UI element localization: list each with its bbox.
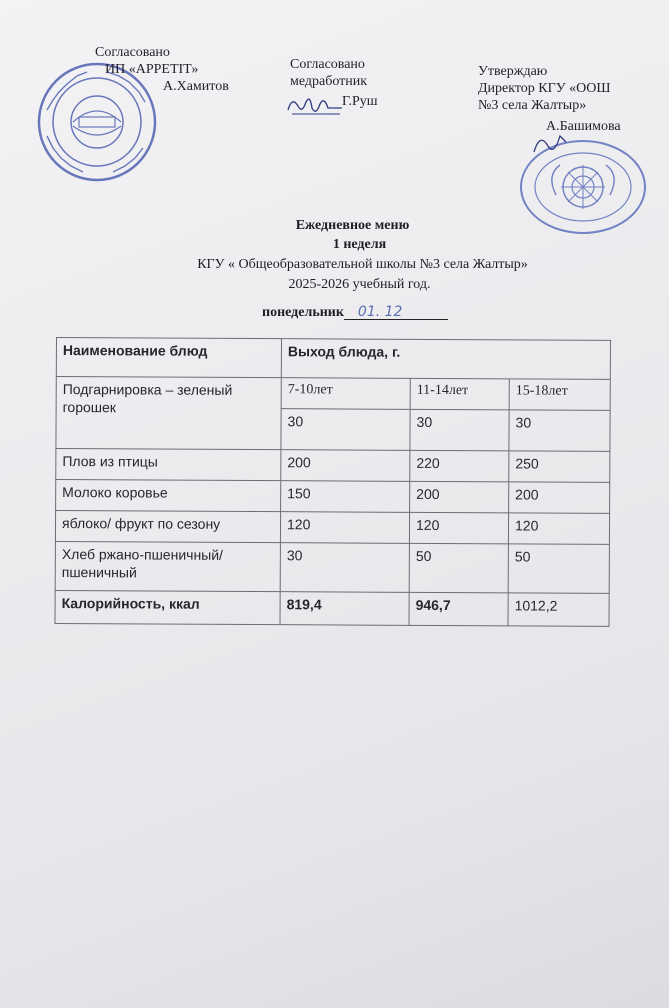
first-dish-value-1: 30 <box>281 409 410 451</box>
total-value: 946,7 <box>409 592 508 626</box>
total-value: 1012,2 <box>508 593 609 627</box>
week-title: 1 неделя <box>332 237 387 252</box>
dish-value: 120 <box>280 512 409 544</box>
dish-value: 220 <box>410 450 509 482</box>
dish-value: 200 <box>410 481 509 513</box>
table-row <box>55 541 609 593</box>
year-title: 2025-2026 учебный год. <box>288 277 431 292</box>
age-group-row <box>56 377 610 411</box>
first-dish-name: Подгарнировка – зеленый горошек <box>56 377 281 450</box>
table-header-row <box>56 338 610 380</box>
school-title: КГУ « Общеобразовательной школы №3 села Жалтыр» <box>197 257 528 272</box>
approval-right-signatory: А.Башимова <box>546 119 621 134</box>
header-output: Выход блюда, г. <box>281 339 610 380</box>
approval-middle-signatory: Г.Руш <box>342 94 378 109</box>
approval-left-title: Согласовано <box>95 45 170 60</box>
approval-block-left <box>95 44 229 95</box>
approval-left-org: ИП «АРРЕТІТ» <box>105 62 199 77</box>
age-group-1: 7-10лет <box>281 378 410 410</box>
table-row <box>55 511 609 545</box>
dish-value: 150 <box>281 481 410 513</box>
day-date: 01. 12 <box>344 305 448 320</box>
first-dish-value-2: 30 <box>410 409 509 451</box>
dish-value: 120 <box>508 513 609 545</box>
total-value: 819,4 <box>280 592 409 626</box>
approval-block-right <box>478 63 621 135</box>
dish-value: 200 <box>281 450 410 482</box>
approval-block-middle <box>290 56 378 110</box>
dish-value: 50 <box>508 544 609 594</box>
menu-table <box>54 337 610 627</box>
total-label: Калорийность, ккал <box>55 590 280 624</box>
first-dish-value-3: 30 <box>509 410 610 452</box>
dish-value: 30 <box>280 543 409 593</box>
table-row <box>56 480 610 514</box>
dish-value: 120 <box>409 512 508 544</box>
day-line <box>262 305 448 321</box>
dish-name: Молоко коровье <box>56 480 281 512</box>
age-group-2: 11-14лет <box>410 378 509 410</box>
approval-right-role: Директор КГУ «ООШ <box>478 81 611 96</box>
dish-value: 50 <box>409 543 508 593</box>
dish-name: Хлеб ржано-пшеничный/ пшеничный <box>55 541 280 591</box>
header-dish: Наименование блюд <box>56 338 281 378</box>
menu-title: Ежедневное меню <box>295 218 410 233</box>
dish-name: Плов из птицы <box>56 449 281 481</box>
approval-middle-title: Согласовано <box>290 57 365 72</box>
approval-left-signatory: А.Хамитов <box>163 79 229 94</box>
age-group-3: 15-18лет <box>509 379 610 411</box>
dish-value: 250 <box>509 451 610 483</box>
dish-name: яблоко/ фрукт по сезону <box>55 511 280 543</box>
approval-middle-role: медработник <box>290 74 368 89</box>
total-row <box>55 590 609 626</box>
day-label: понедельник <box>262 305 344 320</box>
approval-right-school: №3 села Жалтыр» <box>478 98 587 113</box>
approval-right-title: Утверждаю <box>478 64 548 79</box>
dish-value: 200 <box>509 482 610 514</box>
table-row <box>56 449 610 483</box>
